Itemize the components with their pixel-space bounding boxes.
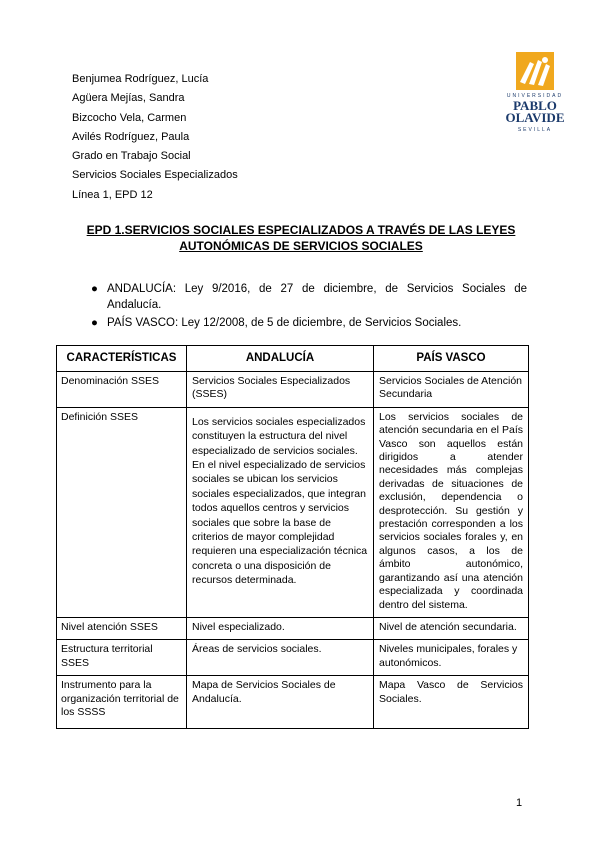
pais-vasco-cell: Niveles municipales, forales y autonómicos. <box>374 640 529 676</box>
group-label: Línea 1, EPD 12 <box>72 188 153 201</box>
author-name: Avilés Rodríguez, Paula <box>72 130 190 143</box>
feature-cell: Estructura territorial SSES <box>57 640 187 676</box>
pais-vasco-cell: Nivel de atención secundaria. <box>374 617 529 639</box>
course-name: Servicios Sociales Especializados <box>72 169 238 182</box>
author-name: Agüera Mejías, Sandra <box>72 92 185 105</box>
pais-vasco-cell: Servicios Sociales de Atención Secundaria <box>374 372 529 408</box>
andalucia-cell: Mapa de Servicios Sociales de Andalucía. <box>187 676 374 729</box>
author-block <box>72 70 238 205</box>
pais-vasco-cell: Los servicios sociales de atención secundaria en el País Vasco son aquellos están dirigidos a atender necesidades más complejas derivadas de situaciones de exclusión, dependencia o desprotección. Su gestión y prestación corresponden a los servicios sociales forales y, en algunos casos, a los de ámbito autonómico, garantizando así una atención especializada y coordinada dentro del sistema. <box>374 407 529 617</box>
degree-name: Grado en Trabajo Social <box>72 150 191 163</box>
andalucia-cell: Áreas de servicios sociales. <box>187 640 374 676</box>
logo-emblem-icon <box>516 52 554 90</box>
logo-name-line1: PABLO <box>513 98 557 113</box>
title-line: AUTONÓMICAS DE SERVICIOS SOCIALES <box>179 239 423 253</box>
table-row <box>57 640 529 676</box>
logo-bottom-text: SEVILLA <box>517 127 553 133</box>
pais-vasco-cell: Mapa Vasco de Servicios Sociales. <box>374 676 529 729</box>
column-header: ANDALUCÍA <box>187 346 374 372</box>
logo-top-text: UNIVERSIDAD <box>506 93 564 99</box>
document-title <box>78 222 524 254</box>
table-row <box>57 407 529 617</box>
law-text: ANDALUCÍA: Ley 9/2016, de 27 de diciembre, de Servicios Sociales de Andalucía. <box>107 283 527 311</box>
feature-cell: Definición SSES <box>57 407 187 617</box>
university-logo <box>504 52 566 136</box>
comparison-table <box>56 345 529 729</box>
law-text: PAÍS VASCO: Ley 12/2008, de 5 de diciembre, de Servicios Sociales. <box>107 317 462 329</box>
list-item <box>91 315 527 331</box>
feature-cell: Denominación SSES <box>57 372 187 408</box>
feature-cell: Instrumento para la organización territorial de los SSSS <box>57 676 187 729</box>
table-header-row <box>57 346 529 372</box>
andalucia-definition: Los servicios sociales especializados constituyen la estructura del nivel especializado de servicios sociales. En el nivel especializado de servicios sociales se ubican los servicios sociales especializados, que integran todos aquellos centros y servicios sociales que sobre la base de criterios de mayor complejidad requieren una especialización técnica concreta o una disposición de recursos determinada. <box>192 415 368 587</box>
bullet-icon: ● <box>91 317 98 329</box>
table-row <box>57 676 529 729</box>
table-row <box>57 617 529 639</box>
laws-list <box>91 281 527 333</box>
feature-cell: Nivel atención SSES <box>57 617 187 639</box>
bullet-icon: ● <box>91 283 98 295</box>
author-name: Benjumea Rodríguez, Lucía <box>72 73 209 85</box>
list-item <box>91 281 527 313</box>
column-header: CARACTERÍSTICAS <box>57 346 187 372</box>
andalucia-cell <box>187 407 374 617</box>
author-name: Bizcocho Vela, Carmen <box>72 111 187 124</box>
column-header: PAÍS VASCO <box>374 346 529 372</box>
andalucia-cell: Nivel especializado. <box>187 617 374 639</box>
page-number: 1 <box>516 797 523 809</box>
andalucia-cell: Servicios Sociales Especializados (SSES) <box>187 372 374 408</box>
cell-spacer <box>192 411 368 415</box>
table-row <box>57 372 529 408</box>
title-line: EPD 1.SERVICIOS SOCIALES ESPECIALIZADOS A TRAVÉS DE LAS LEYES <box>86 223 516 237</box>
logo-name-line2: OLAVIDE <box>505 110 565 125</box>
